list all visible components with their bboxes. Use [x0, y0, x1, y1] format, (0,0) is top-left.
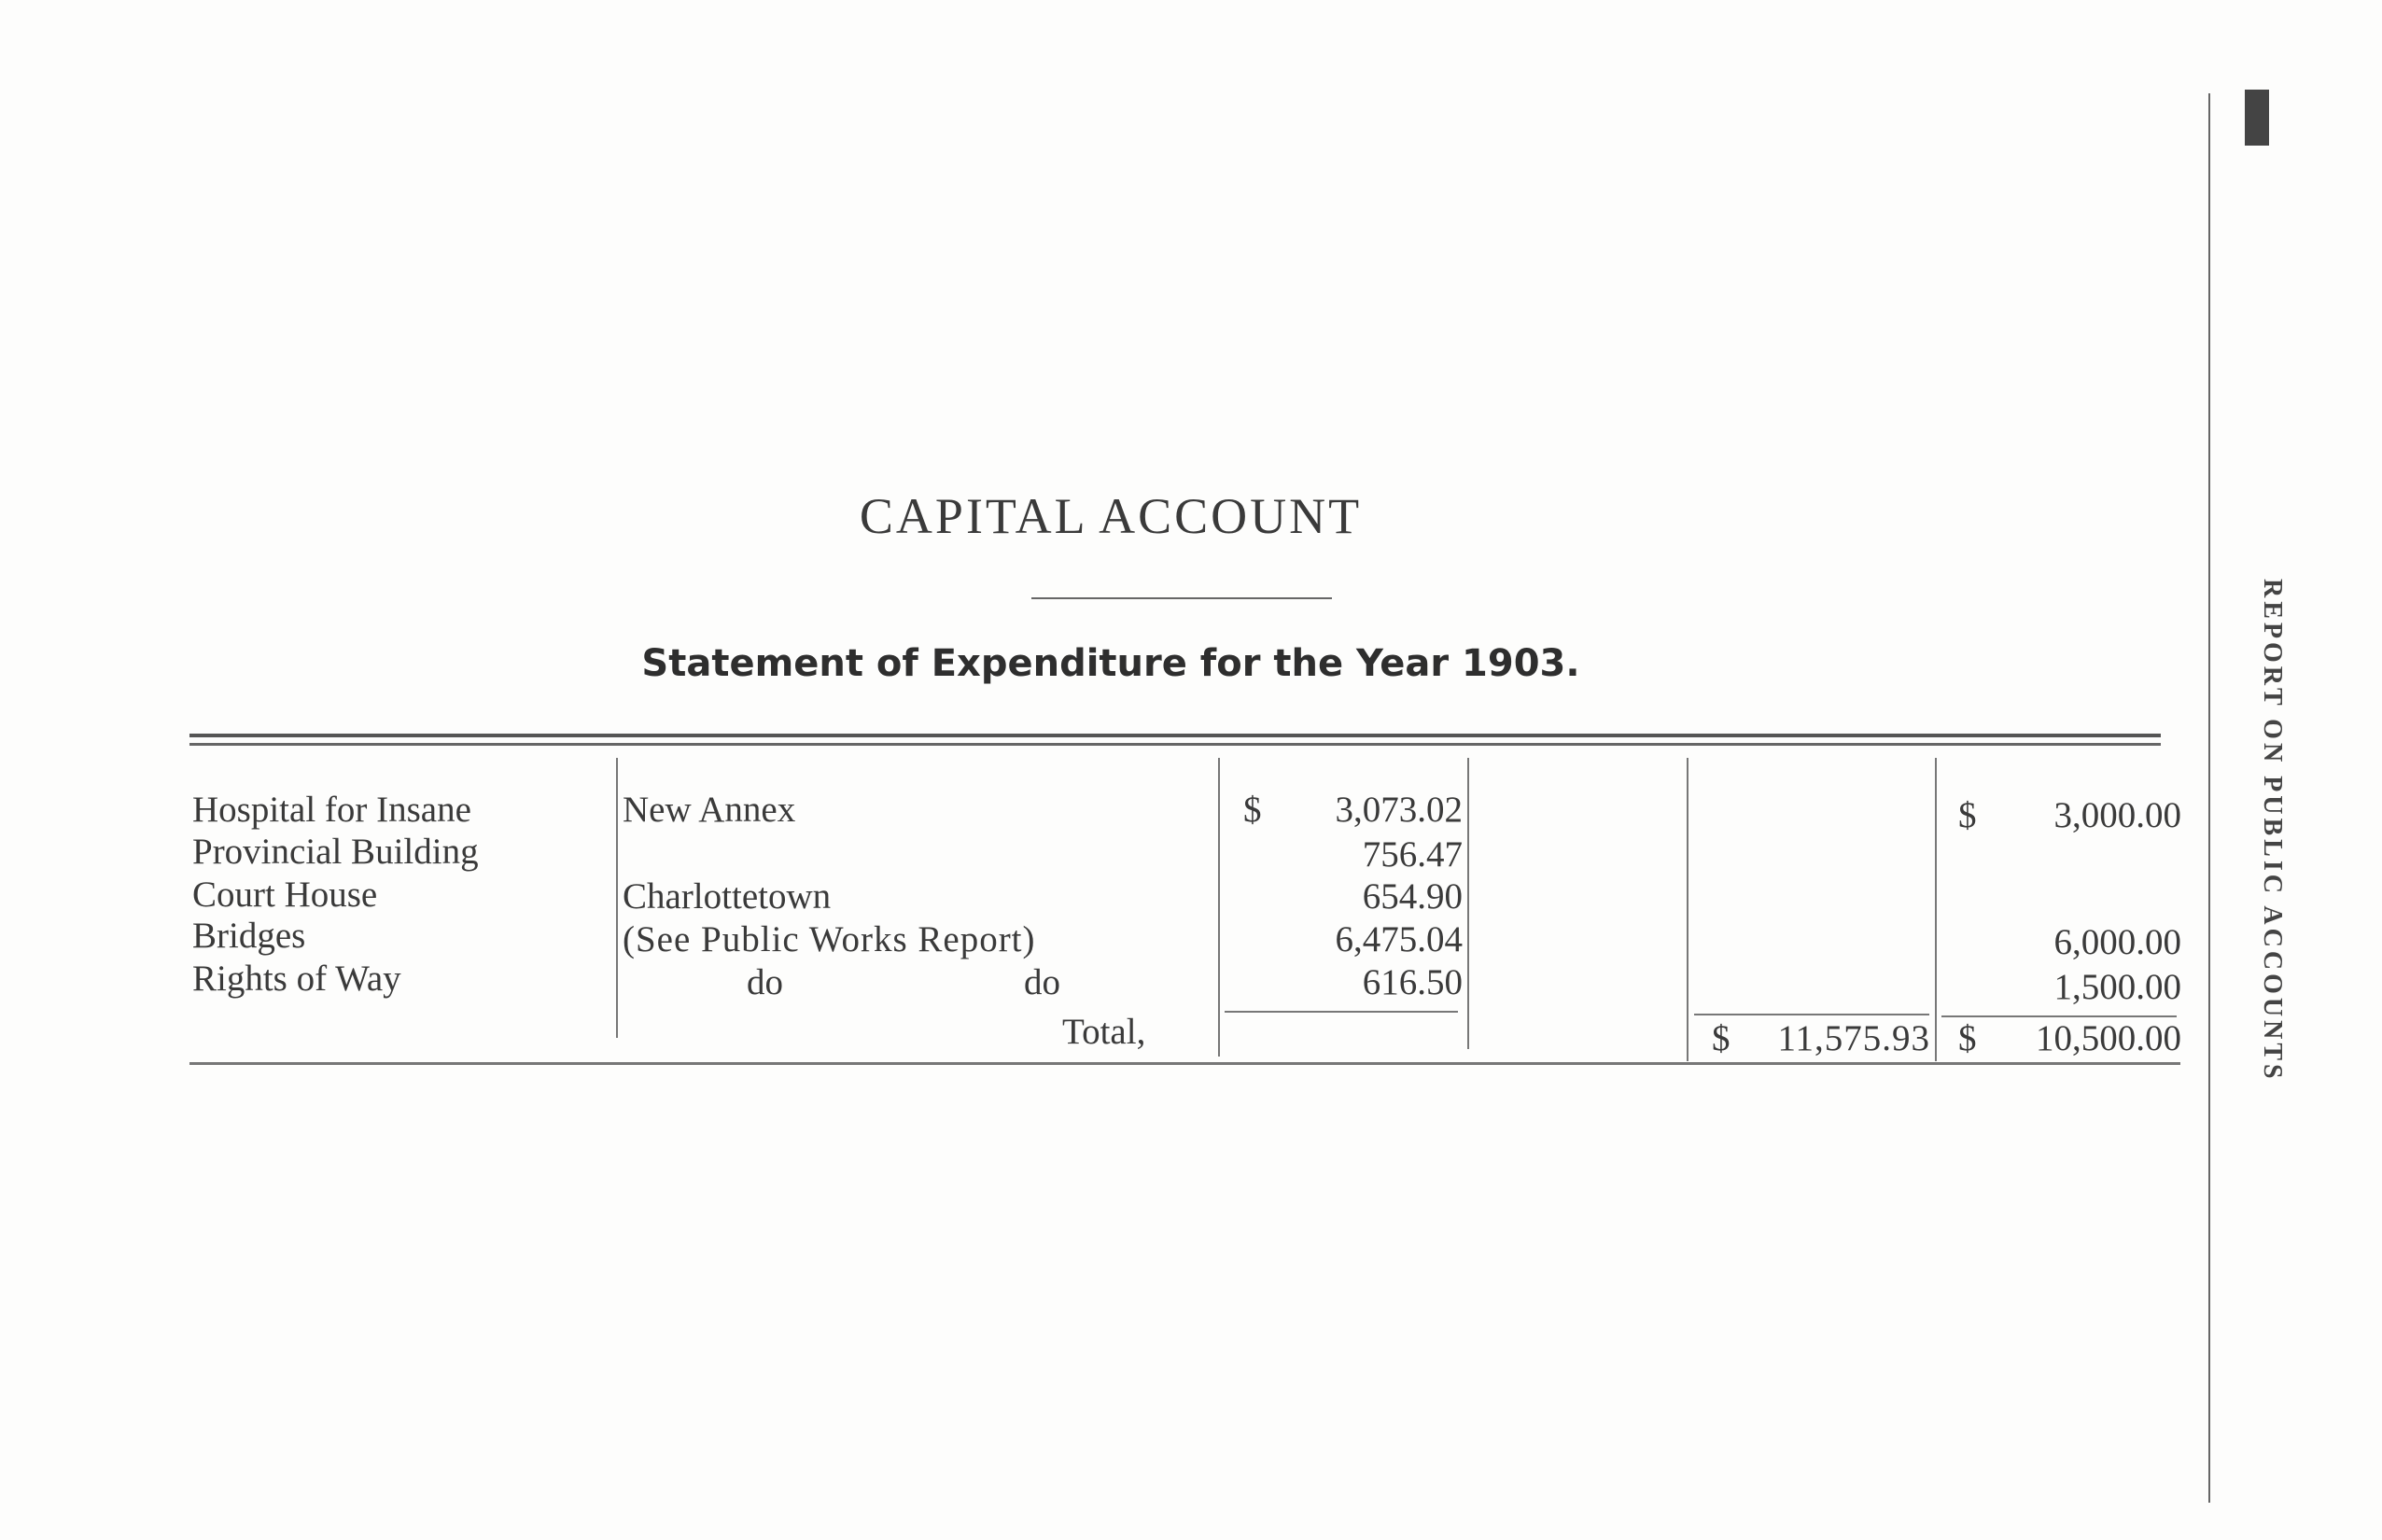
sum-rule — [1225, 1011, 1458, 1013]
amount-value: 616.50 — [1362, 962, 1463, 1002]
currency-sign: $ — [1958, 795, 1977, 835]
page-subtitle: Statement of Expenditure for the Year 1903. — [641, 642, 1580, 685]
title-divider — [1031, 597, 1332, 599]
column-divider — [1218, 758, 1220, 1057]
page-title: CAPITAL ACCOUNT — [859, 488, 1363, 544]
item-label: Hospital for Insane — [192, 790, 471, 830]
amount-value: 756.47 — [1362, 834, 1463, 875]
running-head: REPORT ON PUBLIC ACCOUNTS — [2258, 579, 2287, 1083]
table-top-rule — [189, 734, 2161, 746]
item-label: Provincial Building — [192, 832, 479, 872]
margin-rule — [2208, 93, 2210, 1503]
ditto-mark: do — [747, 962, 783, 1002]
total-label: Total, — [1062, 1012, 1146, 1052]
item-label: Bridges — [192, 916, 306, 956]
column-divider — [1935, 758, 1937, 1061]
ditto-mark: do — [1024, 962, 1060, 1002]
total-estimate: 10,500.00 — [2036, 1018, 2181, 1058]
amount-value: 3,073.02 — [1335, 790, 1463, 830]
column-divider — [616, 758, 618, 1038]
estimate-value: 3,000.00 — [2053, 795, 2181, 835]
detail-label: New Annex — [623, 790, 796, 830]
table-bottom-rule — [189, 1062, 2180, 1065]
column-divider — [1687, 758, 1688, 1061]
item-label: Rights of Way — [192, 959, 401, 999]
currency-sign: $ — [1958, 1018, 1977, 1058]
sum-rule — [1694, 1014, 1929, 1015]
currency-sign: $ — [1243, 790, 1262, 830]
detail-label: (See Public Works Report) — [623, 919, 1036, 959]
amount-value: 6,475.04 — [1335, 919, 1463, 959]
page-number-mark — [2245, 90, 2269, 146]
total-amount: 11,575.93 — [1777, 1018, 1930, 1058]
column-divider — [1467, 758, 1469, 1049]
estimate-value: 6,000.00 — [2053, 922, 2181, 962]
amount-value: 654.90 — [1362, 876, 1463, 917]
detail-label: Charlottetown — [623, 876, 832, 917]
currency-sign: $ — [1712, 1018, 1730, 1058]
item-label: Court House — [192, 875, 378, 915]
estimate-value: 1,500.00 — [2053, 967, 2181, 1007]
